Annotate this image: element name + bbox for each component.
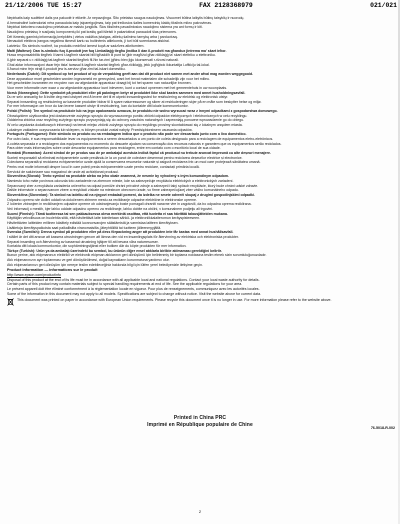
disposal-text-line: For mer informasjon om hvor du kan levere kassert utstyr til resirkulering, kan du kontakte ditt lokale kommunekontor. — [7, 104, 189, 109]
disposal-text-line: Slovenčina (Slovak): Tento symbol na produkte alebo na jeho obale znamená, že nesmie by vyhodený s iným komunálnym odpadom. — [7, 174, 229, 179]
print-origin — [0, 415, 400, 428]
disposal-text-line: Latviešu: Šis simbols nozīmē, ka produktu nedrīkst izmest kopā ar sadzīves atkritumiem. — [7, 43, 145, 48]
disposal-text-line: Lokalnym zakładem oczyszczania lub sklepem, w którym produkt został nabyty. Przedsiębiorstwem usuwania odpadów. — [7, 127, 193, 132]
disposal-text-line: Ghal aktar informazzjoni dwar fejn tista' twassal it-tagħmir skartat tiegħek għar-riċiklaġġ, jekk jogħġbok ikkuntattja l-uffiċċju tal-lokal. — [7, 62, 210, 67]
disposal-text-line: Română (Romanian): Acest simbol de pe produs sau de pe ambalajul acestuia indică faptul că produsul nu trebuie aruncat împreună cu alte deșeuri menajere. — [7, 151, 271, 156]
disposal-text-line: Para obter mais informações sobre onde descartar equipamentos para reciclagem, entre em contato com o escritório local de sua cidade. — [7, 146, 221, 151]
disposal-text-line: Dėl išmestų gaminių informaciją kreipkitės į vietos valdžios įstaigas, atliekų šalinimo tarnybą arba į parduotuvę. — [7, 34, 179, 39]
product-info-line: Some of the information in this document may not apply to all models. Specifications are subject to change without notice. Visit the website above for current data. — [7, 291, 262, 296]
disposal-text-line: Svenska (Swedish): Denna symbol på produkten eller på dess förpackning anger att produkten inte får kastas med annat hushållsavfall. — [7, 230, 234, 235]
page-number: 2 — [198, 509, 202, 514]
disposal-text-line: Slovenščina (Slovenian): Ta simbol na izdelku ali na njegovi embalaži pomeni, da izdelka ne smete odvreči skupaj z drugimi gospodinjskimi odpadki. — [7, 192, 255, 197]
disposal-text-line: Por outro lado, é sua responsabilidade levar os equipamentos a serem descartados a um ponto de coleta designado para a reciclagem de equipamentos eletro-eletrônicos. — [7, 137, 274, 142]
disposal-text-line: Deze apparatuur moet gescheiden worden ingezameld en gerecycled, want het bevat materialen die schadelijk zijn voor het milieu. — [7, 76, 210, 81]
imprime-label: Imprimé en République populaire de Chine — [147, 421, 253, 428]
disposal-text-line: Malti (Maltese): Dan is-simbolu fuq il-prodott jew fuq l-imballaġġ tiegħu jindika li dan il-prodott ma għandux jintrema ma' skart ieħor. — [7, 48, 227, 53]
disposal-text-line: W celu uzyskania dodatkowych informacji na temat miejsc zbiórki zużytego sprzętu do recyklingu prosimy skontaktować się z lokalnym urzędem miasta. — [7, 123, 243, 128]
disposal-text-line: Naudojimo prietaisų ir susijusių komponentų iki pat kraštų gali išleisti ir pakartotinai panaudoti šias priemones. — [7, 29, 177, 34]
disposal-text-line: Nepirkatis kaip sudėtinė dalis yra pakuotė ir etiketė. Ar nepavojinga. Šito prietaiso saugus naudojimas. Visuomet būtina laikytis būtinų taisyklių ir nuorodų. — [7, 16, 245, 20]
disposal-text-line: Português (Portuguese): Este símbolo no produto ou na embalagem indica que o produto não pode ser descartado junto com o lixo doméstico. — [7, 132, 247, 137]
disposal-text-line: Ďalšie informácie o separovanom zbere a recyklácii získate na miestnom obecnom úrade, vo firme zabezpečujúcej zber vášho komunálneho odpadu. — [7, 188, 239, 193]
disposal-text-line: I stället är det ditt ansvar att kassera utrustningen genom att lämna den vid en insamlingsplats för återvinning av elektriska och elektroniska produkter. — [7, 234, 239, 239]
disposal-text-line: Voor meer informatie over waar u uw afgedankte apparatuur kunt inleveren, kunt u contact opnemen met het gemeentehuis in uw woonplaats. — [7, 85, 228, 90]
disposal-text-line: Separovaný zber a recyklácia zariadenia určeného na odpad pomôže chráni prírodné zdroje a zabezpečí taký spôsob recyklácie, ktorý bude chráni udské zdravie. — [7, 183, 259, 188]
disposal-text-line: Separat insamling och återvinning av kasserad utrustning hjälper till att bevara våra naturresurser. — [7, 239, 159, 244]
disposal-text-line: Namiesto toho máte povinnos odovzda toto zariadenie na zbernom mieste, kde sa zabezpečuje recyklácia elektrických a elektronických zariadení. — [7, 178, 234, 183]
fax-number: FAX 2128368979 — [199, 2, 253, 9]
compliance-notice-row — [7, 298, 395, 306]
product-info-title: Product information — informations sur le produit — [7, 268, 98, 273]
disposal-text-line: Separat innsamling og resirkulering av kasserte produkter bidrar til å spare naturressurser og sikrer at resirkuleringen skjer på en måte som beskytter helse og miljø. — [7, 99, 262, 104]
compliance-notice-text: This document was printed on paper in accordance with European Union requirements. Please recycle this document once it is no longer in use. For more information please refer to the website above. — [17, 297, 332, 302]
recycling-notice-body — [7, 16, 395, 306]
disposal-text-line: Nepirkai kiekvieno naudojimo prietaisas ar maisto jungiklis. Šios tikslinės pavadintosios naudojimo sistema yra ant formų ir kiti. — [7, 25, 203, 30]
disposal-text-line: Norsk (Norwegian): Dette symbolet på produktet eller på pakningen betyr at produktet ikke skal kastes sammen med annet husholdningsavfall. — [7, 90, 246, 95]
disposal-text-line: Atık ekipmanınızın ayrı toplanması ve geri dönüştürülmesi, doğal kaynakların korunmasına yardımcı olur. — [7, 258, 170, 263]
disposal-text-line: Pentru mai multe informații despre locul în care puteți preda echipamentele uzate pentru reciclare, contactați primăria locală. — [7, 165, 200, 169]
disposal-text-line: Nenaudoti elektros įrangos negalima išmesti kartu su buitinėmis atliekomis, ji turi būti surenkama atskirai. — [7, 39, 170, 44]
disposal-text-line: Het gescheiden inzamelen en recyclen van uw afgedankte apparatuur draagt bij tot het sparen van natuurlijke bronnen. — [7, 81, 192, 86]
multilingual-disposal-text — [7, 16, 395, 267]
disposal-text-line: Käyttäjän velvollisuus on huolehtia siitä, että hävitettävä laite toimitetaan sähkö- ja elektroniikkalaiteromun keräyspisteeseen. — [7, 216, 201, 221]
disposal-text-line: Polski (Polish): Ten symbol na produkcie lub na jego opakowaniu oznacza, że produktu nie wolno wyrzucać wraz z innymi odpadkami z gospodarstwa domowego. — [7, 109, 278, 114]
disposal-text-line: Il-ħanut minn fejn xtrajt il-prodott jew is-servizz għar-rimi tal-iskart domestiku. — [7, 67, 126, 72]
disposal-text-line: Odpadno opremo ste dolžni oddati na določenem zbirnem mestu za recikliranje odpadne električne in elektronske opreme. — [7, 197, 197, 202]
disposal-text-line: Oddzielna zbiórka oraz recykling zużytego sprzętu przyczyniają się do ochrony zasobów naturalnych i zapewniają ponowne wprowadzenie go do obiegu. — [7, 118, 245, 123]
disposal-text-line: Atık ekipmanlarınızı geri dönüşüm için nereye teslim edebileceğiniz hakkında bilgi için lütfen yerel belediyenizle iletişime geçin. — [7, 262, 203, 267]
disposal-text-line: A coleta separada e a reciclagem dos equipamentos no momento do descarte ajudam na conservação dos recursos naturais e garantem que os equipamentos serão reciclados. — [7, 141, 282, 146]
disposal-text-line: Türkçe (Turkish): Ürün ya da ambalajı üzerindeki bu sembol, bu ürünün diğer evsel atıklarla birlikte atılmaması gerektiğini belirtir. — [7, 248, 222, 253]
disposal-text-line: Obowiązkiem użytkownika jest dostarczenie zużytego sprzętu do wyznaczonego punktu zbiórki odpadów elektrycznych i elektronicznych w celu recyklingu. — [7, 113, 248, 118]
part-number: 76-5018-R-002 — [370, 426, 395, 430]
fax-page-counter: 021/021 — [370, 2, 397, 9]
crossed-out-wheelie-bin-icon — [7, 298, 14, 306]
disposal-text-line: Il-ġbir separat u r-riċiklaġġ tat-tagħmir skartat tiegħek fil-ħin tar-rimi jgħinu biex jiġu kkonservati r-riżorsi naturali. — [7, 57, 179, 62]
product-info-line: Le présent appareil doit être éliminé conformément à la réglementation locale en vigueur. Pour plus de renseignements, communiquez avec les autorités locales. — [7, 287, 260, 292]
disposal-text-line: Z ločenim zbiranjem in recikliranjem odpadne opreme ob odstranjevanju boste pomagali ohraniti naravne vire in zagotovili, da bo odpadna oprema reciklirana. — [7, 202, 252, 207]
disposal-text-line: Več informacij o mestih, kjer lahko oddate odpadno opremo za recikliranje, lahko dobite na občini, v komunalnem podjetju ali trgovini. — [7, 206, 213, 211]
product-information-section — [7, 268, 395, 306]
disposal-text-line: Hävitettävien laitteiden erillinen käsittely edistää luonnonvarojen säästämistä ja varmistaa laitteen kierrätyksen. — [7, 220, 179, 225]
printed-in-label: Printed in China PRC — [173, 415, 227, 421]
disposal-text-line: Lisätietoja kierrätyspaikoista saat paikallisilta viranomaisilta, jäteyhtiöiltä tai tuotteen jälleenmyyjältä. — [7, 225, 162, 230]
disposal-text-line: Du er selv ansvarlig for å kvitte deg med utstyret ved å levere det til et utpekt innsamlingssted for resirkulering av elektrisk og elektronisk utstyr. — [7, 95, 229, 100]
disposal-text-line: Colectarea separată și reciclarea echipamentelor uzate ajută la conservarea resurselor naturale și asigură reciclarea într-un mod care protejează sănătatea umană. — [7, 160, 261, 165]
disposal-text-line: Serviciul de salubrizare sau magazinul de unde ați achiziționat produsul. — [7, 169, 119, 174]
fax-date-time: 21/12/2006 TUE 15:27 — [5, 2, 82, 9]
disposal-text-line: Suomi (Finnish): Tämä tuotteessa tai sen pakkauksessa oleva merkintä osoittaa, että tuotetta ei saa hävittää talousjätteiden mukana. — [7, 211, 228, 216]
disposal-text-line: Huwa responsabbiltà tiegħek li tarmi t-tagħmir skartat billi tgħaddih lil punt ta' ġbir magħżul għar-riċiklaġġ ta' skart elettriku u elettroniku. — [7, 53, 216, 58]
product-info-line: Certain parts of this product may contain materials subject to special handling requirements at end of life. See the applicable regulations for your area. — [7, 282, 243, 287]
disposal-text-line: Sunteți responsabil să eliminați echipamentele uzate predându-le la un punct de colectare desemnat pentru reciclarea deșeurilor electrice și electronice. — [7, 155, 243, 160]
product-info-link[interactable]: http://www.epson.com/productinfo — [7, 273, 61, 278]
disposal-text-line: Kontakta ditt lokala kommunkontor, din sophämtningstjänst eller butiken där du köpte produkten för mer information. — [7, 244, 187, 249]
disposal-text-line: A hemaindinė kalendoriai nėra panaudota kaip įsipareigojimas, taip pat trečiosios šalies komercinių klaidų tikslinis mikro pakrovimas. — [7, 20, 212, 25]
disposal-text-line: Bunun yerine, atık ekipmanınızı elektrikli ve elektronik ekipman atıklarının geri dönüşümü için belirlenmiş bir toplama noktasına teslim etmek sizin sorumluluğunuzdadır. — [7, 253, 267, 258]
disposal-text-line: Nederlands (Dutch): Dit symbool op het product of op de verpakking geeft aan dat dit product niet samen met ander afval mag worden weggegooid. — [7, 71, 254, 76]
fax-header — [5, 2, 397, 12]
product-info-line: Disposal of this product at the end of its life must be in accordance with all applicable local and national regulations. Contact your local waste authority for details. — [7, 277, 260, 282]
